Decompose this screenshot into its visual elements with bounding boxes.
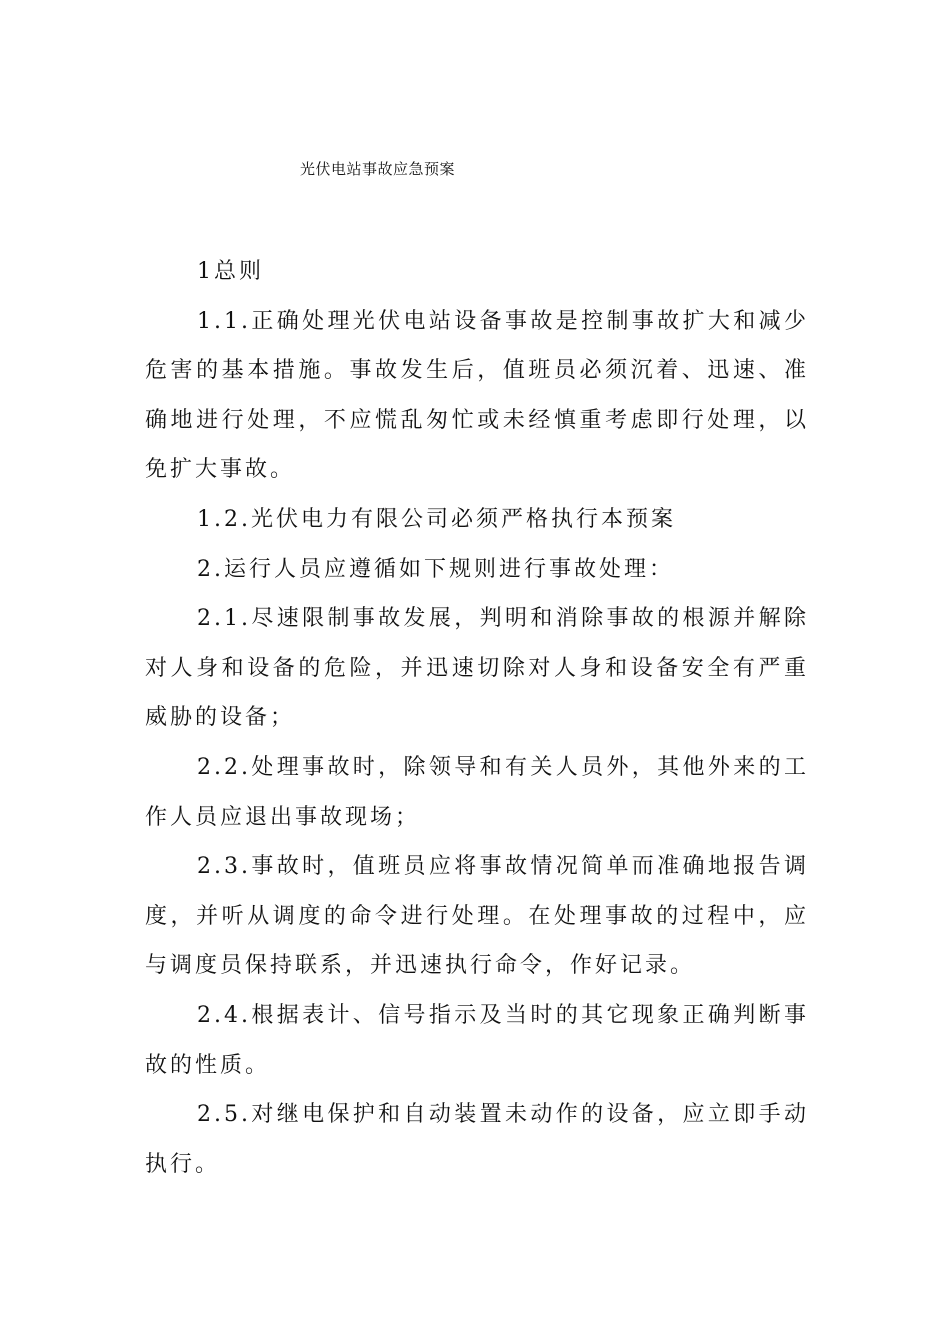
paragraph-2: 2.运行人员应遵循如下规则进行事故处理：: [197, 556, 674, 582]
paragraph-1-2: 1.2.光伏电力有限公司必须严格执行本预案: [197, 506, 676, 532]
document-body: [145, 247, 809, 1189]
paragraph-2-5: 2.5.对继电保护和自动装置未动作的设备，应立即手动执行。: [145, 1102, 809, 1177]
paragraph-2-3: 2.3.事故时，值班员应将事故情况简单而准确地报告调度，并听从调度的命令进行处理。在处理事故的过程中，应与调度员保持联系，并迅速执行命令，作好记录。: [145, 854, 809, 979]
paragraph-1-1: 1.1.正确处理光伏电站设备事故是控制事故扩大和减少危害的基本措施。事故发生后，值班员必须沉着、迅速、准确地进行处理，不应慌乱匆忙或未经慎重考虑即行处理，以免扩大事故。: [145, 308, 809, 483]
paragraph-2-4: 2.4.根据表计、信号指示及当时的其它现象正确判断事故的性质。: [145, 1002, 809, 1078]
section-heading-general: 1总则: [197, 259, 264, 284]
document-title: 光伏电站事故应急预案: [300, 160, 456, 178]
paragraph-2-1: 2.1.尽速限制事故发展，判明和消除事故的根源并解除对人身和设备的危险，并迅速切除对人身和设备安全有严重威胁的设备；: [145, 606, 809, 731]
paragraph-2-2: 2.2.处理事故时，除领导和有关人员外，其他外来的工作人员应退出事故现场；: [145, 754, 809, 830]
